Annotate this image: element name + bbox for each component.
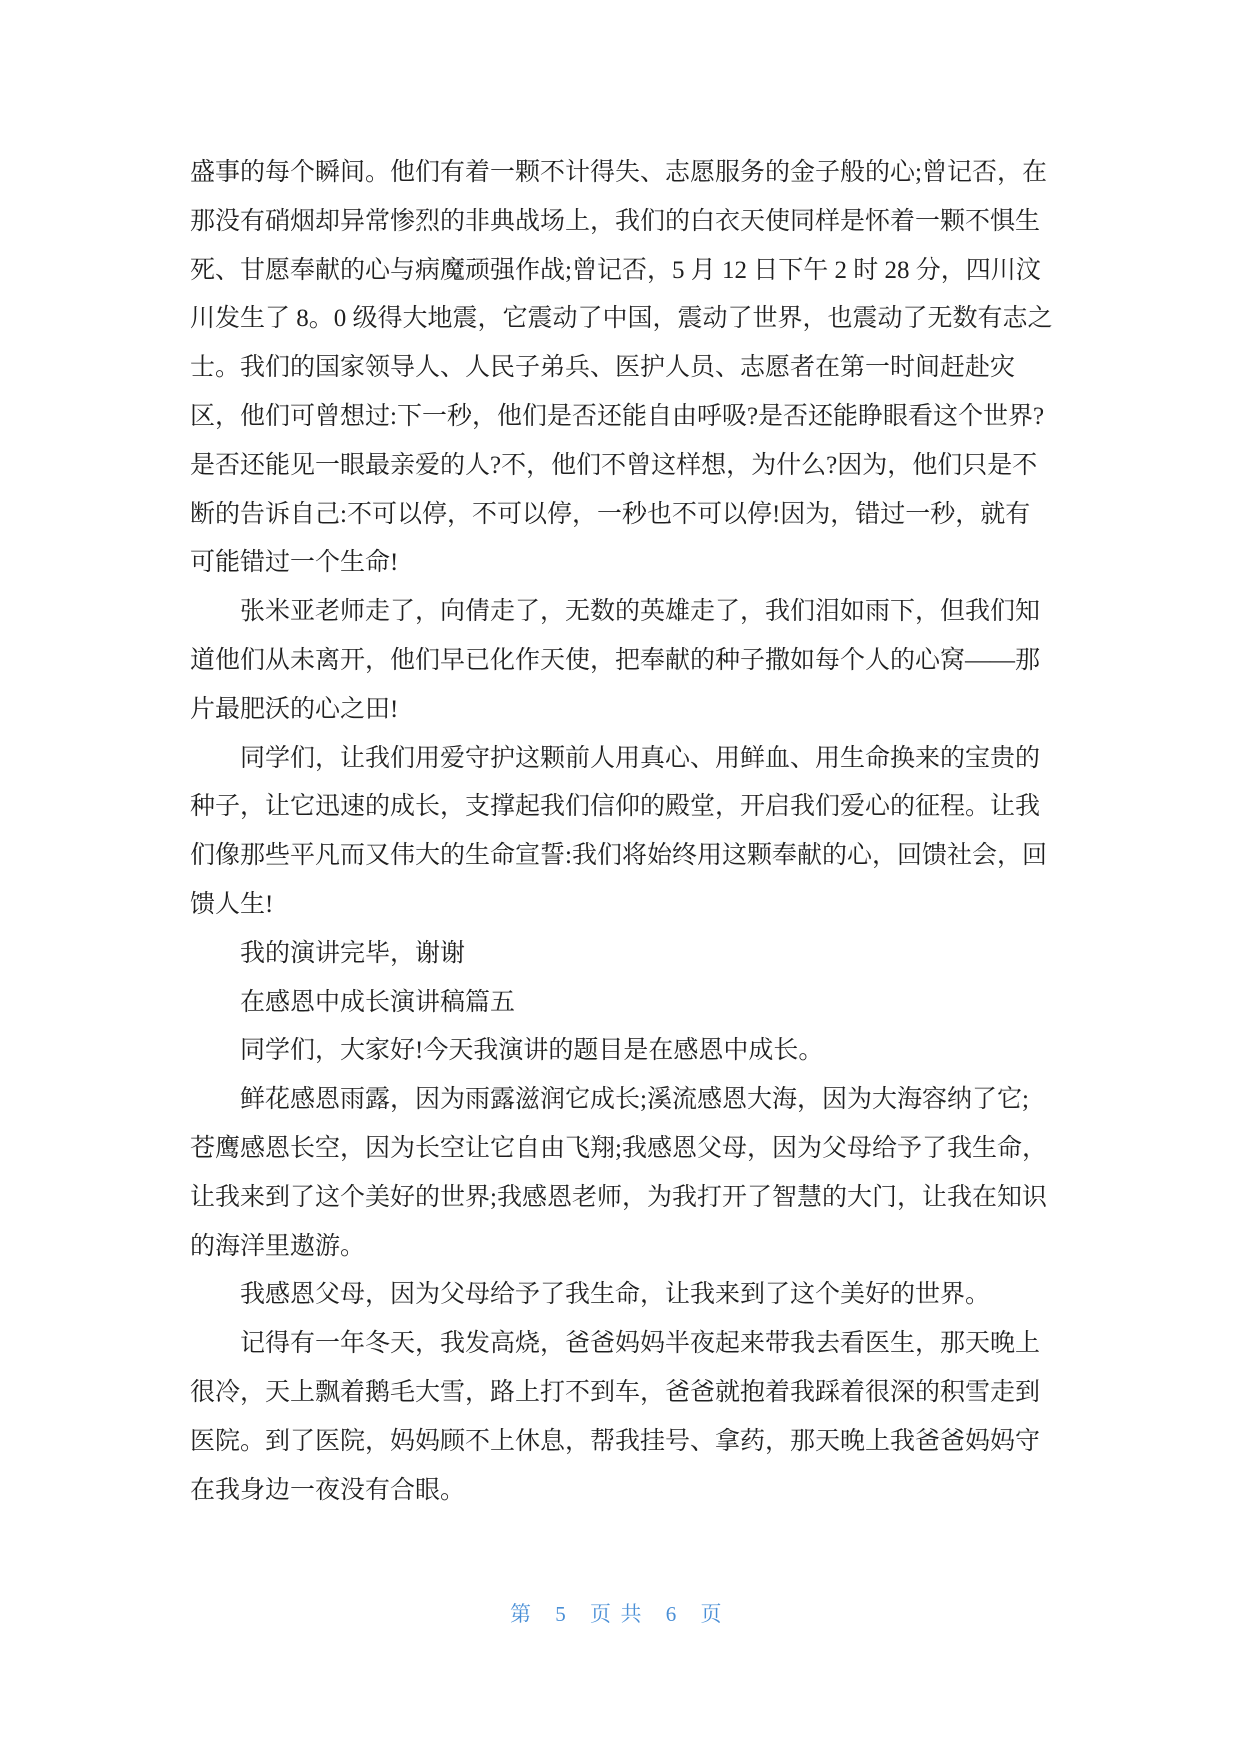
text-line: 同学们，大家好!今天我演讲的题目是在感恩中成长。 — [240, 1037, 824, 1065]
speech-title — [190, 979, 1070, 1028]
text-line: 的海洋里遨游。 — [190, 1232, 366, 1260]
text-line: 在我身边一夜没有合眼。 — [190, 1476, 466, 1504]
text-line: 可能错过一个生命! — [190, 549, 399, 577]
paragraph — [190, 930, 1070, 979]
paragraph-continued — [190, 149, 1070, 588]
speech-title-line: 在感恩中成长演讲稿篇五 — [240, 988, 516, 1016]
paragraph — [190, 1076, 1070, 1271]
text-line: 鲜花感恩雨露，因为雨露滋润它成长;溪流感恩大海，因为大海容纳了它; — [240, 1086, 1029, 1114]
text-line: 断的告诉自己:不可以停，不可以停，一秒也不可以停!因为，错过一秒，就有 — [190, 500, 1031, 528]
text-line: 士。我们的国家领导人、人民子弟兵、医护人员、志愿者在第一时间赶赴灾 — [190, 354, 1016, 382]
paragraph — [190, 588, 1070, 734]
text-line: 医院。到了医院，妈妈顾不上休息，帮我挂号、拿药，那天晚上我爸爸妈妈守 — [190, 1427, 1041, 1455]
text-line: 记得有一年冬天，我发高烧，爸爸妈妈半夜起来带我去看医生，那天晚上 — [240, 1330, 1041, 1358]
text-line: 盛事的每个瞬间。他们有着一颗不计得失、志愿服务的金子般的心;曾记否，在 — [190, 159, 1047, 186]
paragraph — [190, 1320, 1070, 1515]
text-line: 张米亚老师走了，向倩走了，无数的英雄走了，我们泪如雨下，但我们知 — [240, 598, 1041, 626]
text-line: 我感恩父母，因为父母给予了我生命，让我来到了这个美好的世界。 — [240, 1281, 991, 1309]
text-line: 是否还能见一眼最亲爱的人?不，他们不曾这样想，为什么?因为，他们只是不 — [190, 451, 1038, 479]
text-line: 让我来到了这个美好的世界;我感恩老师，为我打开了智慧的大门，让我在知识 — [190, 1183, 1047, 1211]
text-line: 我的演讲完毕，谢谢 — [240, 939, 466, 967]
text-line: 同学们，让我们用爱守护这颗前人用真心、用鲜血、用生命换来的宝贵的 — [240, 744, 1041, 772]
text-line: 片最肥沃的心之田! — [190, 695, 399, 723]
text-line: 种子，让它迅速的成长，支撑起我们信仰的殿堂，开启我们爱心的征程。让我 — [190, 793, 1041, 821]
text-line: 们像那些平凡而又伟大的生命宣誓:我们将始终用这颗奉献的心，回馈社会，回 — [190, 842, 1047, 870]
text-line: 川发生了 8。0 级得大地震，它震动了中国，震动了世界，也震动了无数有志之 — [190, 305, 1053, 333]
text-line: 那没有硝烟却异常惨烈的非典战场上，我们的白衣天使同样是怀着一颗不惧生 — [190, 207, 1041, 235]
text-line: 馈人生! — [190, 890, 274, 918]
text-line: 很冷，天上飘着鹅毛大雪，路上打不到车，爸爸就抱着我踩着很深的积雪走到 — [190, 1378, 1041, 1406]
body-text — [190, 149, 1070, 1515]
text-line: 区，他们可曾想过:下一秒，他们是否还能自由呼吸?是否还能睁眼看这个世界? — [190, 402, 1045, 430]
text-line: 苍鹰感恩长空，因为长空让它自由飞翔;我感恩父母，因为父母给予了我生命， — [190, 1134, 1047, 1162]
page-number-footer: 第 5 页共 6 页 — [510, 1602, 731, 1626]
text-line: 道他们从未离开，他们早已化作天使，把奉献的种子撒如每个人的心窝——那 — [190, 646, 1041, 674]
paragraph — [190, 1027, 1070, 1076]
text-line: 死、甘愿奉献的心与病魔顽强作战;曾记否，5 月 12 日下午 2 时 28 分，四川汶 — [190, 256, 1041, 284]
paragraph — [190, 735, 1070, 930]
paragraph — [190, 1271, 1070, 1320]
